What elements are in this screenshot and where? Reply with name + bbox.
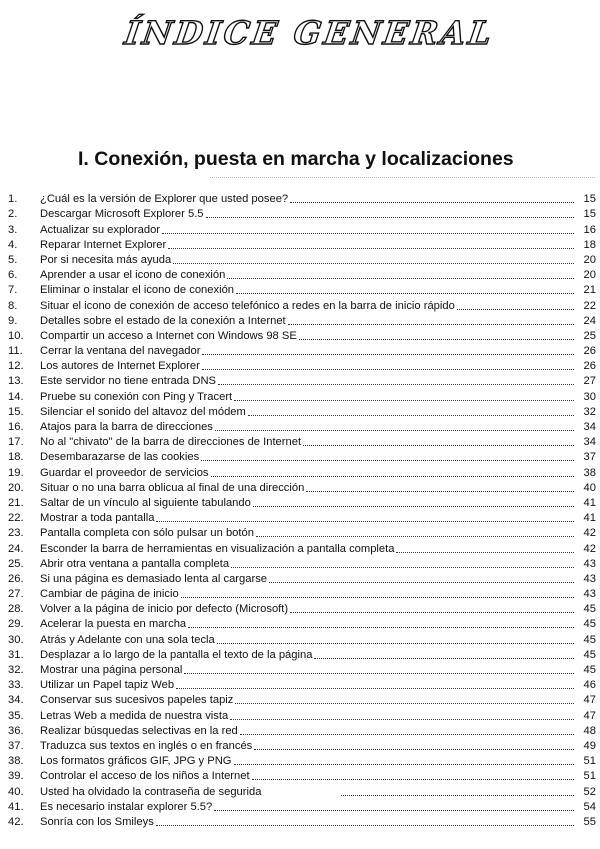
toc-entry-number: 25. (8, 557, 24, 570)
dot-leader (236, 293, 574, 294)
dot-leader (202, 369, 574, 370)
toc-entry-page: 41 (583, 512, 596, 525)
toc-entry-title: Los autores de Internet Explorer (40, 360, 200, 373)
toc-entry-number: 7. (8, 284, 18, 297)
toc-entry-number: 28. (8, 603, 24, 616)
toc-entry-title: Volver a la página de inicio por defecto (Microsoft) (40, 603, 289, 616)
dot-leader (235, 703, 574, 704)
dot-leader (252, 779, 574, 780)
toc-entry-number: 41. (8, 800, 24, 813)
toc-entry-number: 38. (8, 755, 24, 768)
toc-entry (8, 206, 596, 221)
toc-entry-title: Saltar de un vínculo al siguiente tabulando (40, 496, 251, 509)
toc-entry-number: 2. (8, 208, 18, 221)
toc-entry-number: 19. (8, 466, 24, 479)
dot-leader (288, 324, 574, 325)
dot-leader (457, 309, 574, 310)
toc-entry-page: 21 (583, 284, 596, 297)
dot-leader (230, 719, 574, 720)
toc-entry-title: Controlar el acceso de los niños a Internet (40, 770, 250, 783)
toc-entry-title: Si una página es demasiado lenta al cargarse (40, 572, 268, 585)
toc-entry (8, 449, 596, 464)
toc-entry (8, 237, 596, 252)
toc-entry-title: Abrir otra ventana a pantalla completa (40, 557, 230, 570)
toc-entry-number: 8. (8, 299, 18, 312)
toc-entry-page: 25 (583, 329, 596, 342)
toc-entry-title: Guardar el proveedor de servicios (40, 466, 209, 479)
toc-entry-page: 30 (583, 390, 596, 403)
toc-entry-title: Silenciar el sonido del altavoz del módem (40, 405, 246, 418)
dot-leader (299, 339, 574, 340)
toc-entry (8, 343, 596, 358)
toc-entry (8, 692, 596, 707)
toc-entry-page: 20 (583, 269, 596, 282)
toc-entry-number: 39. (8, 770, 24, 783)
toc-entry-number: 16. (8, 421, 24, 433)
toc-entry (8, 297, 596, 312)
toc-entry-number: 3. (8, 223, 18, 236)
toc-entry (8, 191, 596, 206)
dot-leader (201, 460, 574, 461)
dot-leader (156, 521, 574, 522)
toc-entry (8, 510, 596, 525)
dot-leader (234, 400, 574, 401)
section-divider (210, 177, 595, 178)
toc-entry-number: 22. (8, 512, 24, 525)
toc-entry-page: 51 (583, 755, 596, 768)
toc-entry-title: Aprender a usar el icono de conexión (40, 269, 226, 282)
toc-entry-number: 27. (8, 588, 24, 601)
toc-entry (8, 738, 596, 753)
table-of-contents (8, 191, 596, 829)
dot-leader (290, 202, 574, 203)
toc-entry-page: 27 (583, 375, 596, 388)
toc-entry-page: 45 (583, 618, 596, 631)
toc-entry-title: Reparar Internet Explorer (40, 238, 167, 251)
toc-entry-title: Compartir un acceso a Internet con Windows 98 SE (40, 329, 297, 342)
toc-entry (8, 783, 596, 798)
dot-leader (173, 263, 574, 264)
toc-entry-page: 15 (583, 193, 596, 206)
toc-entry-title: Usted ha olvidado la contraseña de segurida (40, 785, 262, 798)
toc-entry-page: 38 (583, 466, 596, 479)
toc-entry (8, 282, 596, 297)
toc-entry-page: 20 (583, 253, 596, 266)
toc-entry (8, 328, 596, 343)
toc-entry-page: 49 (583, 739, 596, 752)
toc-entry-title: Realizar búsquedas selectivas en la red (40, 724, 238, 737)
toc-entry-title: Actualizar su explorador (40, 223, 161, 236)
toc-entry (8, 647, 596, 662)
toc-entry (8, 723, 596, 738)
toc-entry-title: Cambiar de página de inicio (40, 588, 179, 601)
toc-entry-number: 23. (8, 527, 24, 540)
toc-entry-page: 45 (583, 664, 596, 676)
toc-entry-number: 17. (8, 436, 24, 449)
toc-entry-title: No al "chivato" de la barra de direcciones de Internet (40, 436, 302, 449)
toc-entry-title: Descargar Microsoft Explorer 5.5 (40, 208, 204, 221)
toc-entry-number: 15. (8, 405, 24, 418)
toc-entry-page: 18 (583, 238, 596, 251)
toc-entry-title: Atrás y Adelante con una sola tecla (40, 633, 215, 646)
toc-entry-number: 26. (8, 572, 24, 585)
dot-leader (306, 491, 574, 492)
toc-entry-title: ¿Cuál es la versión de Explorer que usted posee? (40, 193, 289, 206)
toc-entry (8, 404, 596, 419)
dot-leader (184, 673, 574, 674)
toc-entry-page: 52 (583, 785, 596, 798)
toc-entry-title: Esconder la barra de herramientas en visualización a pantalla completa (40, 542, 395, 555)
toc-entry-number: 31. (8, 648, 24, 661)
toc-entry-number: 9. (8, 314, 18, 327)
toc-entry (8, 525, 596, 540)
dot-leader (248, 415, 574, 416)
dot-leader (217, 643, 574, 644)
toc-entry-page: 22 (583, 299, 596, 312)
dot-leader (211, 476, 574, 477)
page-header: ÍNDICE GENERAL (122, 14, 497, 52)
toc-entry-title: Mostrar una página personal (40, 664, 183, 676)
dot-leader (341, 795, 574, 796)
toc-entry (8, 267, 596, 282)
toc-entry-number: 13. (8, 375, 24, 388)
dot-leader (256, 536, 574, 537)
toc-entry-number: 24. (8, 542, 24, 555)
dot-leader (227, 278, 574, 279)
dot-leader (303, 445, 574, 446)
toc-entry (8, 419, 596, 434)
toc-entry-title: Utilizar un Papel tapiz Web (40, 679, 175, 692)
toc-entry (8, 616, 596, 631)
dot-leader (156, 825, 574, 826)
dot-leader (253, 506, 574, 507)
dot-leader (396, 552, 574, 553)
toc-entry-number: 37. (8, 739, 24, 752)
toc-entry-page: 43 (583, 557, 596, 570)
toc-entry-page: 47 (583, 694, 596, 707)
toc-entry-title: Acelerar la puesta en marcha (40, 618, 187, 631)
toc-entry (8, 464, 596, 479)
dot-leader (215, 430, 574, 431)
toc-entry-number: 4. (8, 238, 18, 251)
dot-leader (214, 810, 574, 811)
toc-entry (8, 221, 596, 236)
toc-entry (8, 556, 596, 571)
toc-entry-number: 30. (8, 633, 24, 646)
toc-entry-number: 14. (8, 390, 24, 403)
toc-entry-number: 12. (8, 360, 24, 373)
toc-entry (8, 601, 596, 616)
toc-entry-number: 21. (8, 496, 24, 509)
toc-entry-number: 10. (8, 329, 24, 342)
toc-entry (8, 313, 596, 328)
toc-entry (8, 571, 596, 586)
dot-leader (231, 567, 574, 568)
toc-entry (8, 480, 596, 495)
dot-leader (181, 597, 574, 598)
toc-entry-page: 37 (583, 451, 596, 464)
toc-entry (8, 434, 596, 449)
dot-leader (254, 749, 574, 750)
dot-leader (314, 658, 574, 659)
toc-entry (8, 768, 596, 783)
toc-entry-title: Cerrar la ventana del navegador (40, 345, 201, 358)
toc-entry-number: 11. (8, 345, 23, 358)
toc-entry-title: Pruebe su conexión con Ping y Tracert (40, 390, 233, 403)
toc-entry-number: 33. (8, 679, 24, 692)
toc-entry (8, 631, 596, 646)
toc-entry (8, 814, 596, 829)
dot-leader (218, 384, 574, 385)
toc-entry-page: 46 (583, 679, 596, 692)
toc-entry (8, 252, 596, 267)
toc-entry-number: 18. (8, 451, 24, 464)
dot-leader (168, 248, 574, 249)
toc-entry-page: 32 (583, 405, 596, 418)
toc-entry-number: 20. (8, 481, 24, 494)
dot-leader (269, 582, 574, 583)
toc-entry-page: 55 (583, 815, 596, 828)
toc-entry-title: Conservar sus sucesivos papeles tapiz (40, 694, 234, 707)
toc-entry-number: 35. (8, 709, 24, 722)
toc-entry-page: 24 (583, 314, 596, 327)
toc-entry (8, 586, 596, 601)
toc-entry-page: 51 (583, 770, 596, 783)
toc-entry-title: Por si necesita más ayuda (40, 253, 172, 266)
toc-entry-number: 6. (8, 269, 18, 282)
toc-entry-page: 43 (583, 572, 596, 585)
toc-entry-page: 16 (583, 223, 596, 236)
toc-entry (8, 495, 596, 510)
toc-entry (8, 753, 596, 768)
toc-entry-title: Situar el icono de conexión de acceso telefónico a redes en la barra de inicio rápido (40, 299, 455, 312)
toc-entry (8, 799, 596, 814)
toc-entry-page: 26 (583, 360, 596, 373)
toc-entry-title: Los formatos gráficos GIF, JPG y PNG (40, 755, 232, 768)
toc-entry-page: 41 (583, 496, 596, 509)
toc-entry-number: 36. (8, 724, 24, 737)
toc-entry (8, 388, 596, 403)
dot-leader (162, 233, 574, 234)
toc-entry-number: 42. (8, 815, 24, 828)
toc-entry-title: Sonría con los Smileys (40, 815, 154, 828)
toc-entry (8, 707, 596, 722)
toc-entry (8, 662, 596, 677)
toc-entry-title: Situar o no una barra oblicua al final de una dirección (40, 481, 305, 494)
dot-leader (188, 627, 574, 628)
toc-entry-title: Este servidor no tiene entrada DNS (40, 375, 216, 388)
toc-entry-page: 42 (583, 542, 596, 555)
toc-entry-page: 40 (583, 481, 596, 494)
toc-entry-number: 1. (8, 193, 18, 206)
toc-entry (8, 677, 596, 692)
toc-entry (8, 373, 596, 388)
toc-entry-title: Traduzca sus textos en inglés o en francés (40, 739, 253, 752)
toc-entry-page: 15 (583, 208, 596, 221)
toc-entry-page: 43 (583, 588, 596, 601)
toc-entry-number: 29. (8, 618, 24, 631)
toc-entry (8, 358, 596, 373)
toc-entry-title: Desembarazarse de las cookies (40, 451, 200, 464)
toc-entry-number: 32. (8, 664, 24, 676)
toc-entry (8, 540, 596, 555)
toc-entry-number: 40. (8, 785, 24, 798)
toc-entry-title: Es necesario instalar explorer 5.5? (40, 800, 213, 813)
dot-leader (176, 688, 574, 689)
section-title: I. Conexión, puesta en marcha y localizaciones (78, 148, 514, 170)
toc-entry-page: 45 (583, 603, 596, 616)
toc-entry-page: 45 (583, 633, 596, 646)
toc-entry-number: 5. (8, 253, 18, 266)
dot-leader (234, 764, 575, 765)
toc-entry-page: 48 (583, 724, 596, 737)
dot-leader (206, 217, 574, 218)
toc-entry-title: Mostrar a toda pantalla (40, 512, 155, 525)
toc-entry-page: 34 (583, 436, 596, 449)
toc-entry-number: 34. (8, 694, 24, 707)
dot-leader (240, 734, 574, 735)
dot-leader (290, 612, 574, 613)
toc-entry-title: Desplazar a lo largo de la pantalla el texto de la página (40, 648, 313, 661)
toc-entry-page: 54 (583, 800, 596, 813)
toc-entry-title: Detalles sobre el estado de la conexión a Internet (40, 314, 286, 327)
toc-entry-page: 34 (583, 421, 596, 433)
toc-entry-title: Letras Web a medida de nuestra vista (40, 709, 229, 722)
toc-entry-title: Eliminar o instalar el icono de conexión (40, 284, 235, 297)
dot-leader (202, 354, 574, 355)
toc-entry-page: 42 (583, 527, 596, 540)
toc-entry-page: 45 (583, 648, 596, 661)
toc-entry-page: 26 (583, 345, 596, 358)
toc-entry-title: Pantalla completa con sólo pulsar un botón (40, 527, 254, 540)
toc-entry-page: 47 (583, 709, 596, 722)
toc-entry-title: Atajos para la barra de direcciones (40, 421, 213, 433)
